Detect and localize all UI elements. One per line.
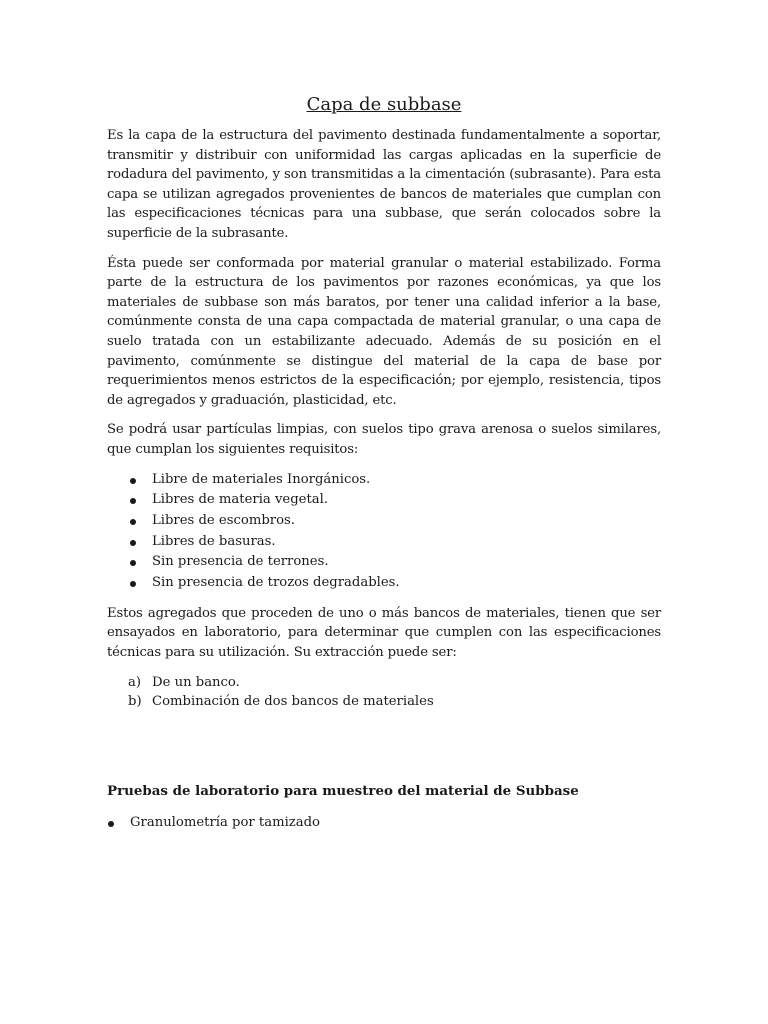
list-item-text: Libres de basuras. xyxy=(152,533,276,549)
list-item xyxy=(107,532,661,553)
list-item-text: Libres de escombros. xyxy=(152,512,295,528)
list-item-text: Sin presencia de trozos degradables. xyxy=(152,575,400,591)
list-item-text: Combinación de dos bancos de materiales xyxy=(152,694,434,710)
list-item xyxy=(107,470,661,491)
bullet-icon xyxy=(130,540,136,546)
paragraph-extraction: Estos agregados que proceden de uno o más bancos de materiales, tienen que ser ensayados en laboratorio, para determinar que cumplen con las especificaciones técnicas para su utilización. Su extracción puede ser: xyxy=(107,605,661,660)
bullet-icon xyxy=(130,498,136,504)
section-heading: Pruebas de laboratorio para muestreo del material de Subbase xyxy=(107,783,579,799)
paragraph-definition: Es la capa de la estructura del pavimento destinada fundamentalmente a soportar, transmitir y distribuir con uniformidad las cargas aplicadas en la superficie de rodadura del pavimento, y son transmitidas a la cimentación (subrasante). Para esta capa se utilizan agregados provenientes de bancos de materiales que cumplan con las especificaciones técnicas para una subbase, que serán colocados sobre la superficie de la subrasante. xyxy=(107,128,661,241)
paragraph-composition: Ésta puede ser conformada por material granular o material estabilizado. Forma parte de la estructura de los pavimentos por razones económicas, ya que los materiales de subbase son más baratos, por tener una calidad inferior a la base, comúnmente consta de una capa compactada de material granular, o una capa de suelo tratada con un estabilizante adecuado. Además de su posición en el pavimento, comúnmente se distingue del material de la capa de base por requerimientos menos estrictos de la especificación; por ejemplo, resistencia, tipos de agregados y graduación, plasticidad, etc. xyxy=(107,255,661,408)
list-item xyxy=(107,673,661,693)
document-page xyxy=(107,92,661,712)
list-item xyxy=(107,552,661,573)
list-item-text: Granulometría por tamizado xyxy=(130,815,320,830)
list-item xyxy=(107,692,661,712)
bullet-icon xyxy=(130,478,136,484)
tests-list xyxy=(107,813,320,833)
extraction-options-list xyxy=(107,673,661,712)
list-item xyxy=(107,490,661,511)
list-marker: b) xyxy=(128,694,142,710)
list-item xyxy=(107,573,661,594)
list-marker: a) xyxy=(128,674,142,690)
bullet-icon xyxy=(130,581,136,587)
list-item xyxy=(107,813,320,833)
requirements-list xyxy=(107,470,661,594)
bullet-icon xyxy=(130,519,136,525)
paragraph-requirements-intro: Se podrá usar partículas limpias, con suelos tipo grava arenosa o suelos similares, que cumplan los siguientes requisitos: xyxy=(107,422,661,457)
list-item-text: Sin presencia de terrones. xyxy=(152,554,329,570)
list-item-text: Libre de materiales Inorgánicos. xyxy=(152,471,371,487)
list-item xyxy=(107,511,661,532)
bullet-icon xyxy=(108,821,114,827)
page-title: Capa de subbase xyxy=(306,94,462,115)
bullet-icon xyxy=(130,560,136,566)
list-item-text: Libres de materia vegetal. xyxy=(152,492,329,508)
list-item-text: De un banco. xyxy=(152,674,240,690)
